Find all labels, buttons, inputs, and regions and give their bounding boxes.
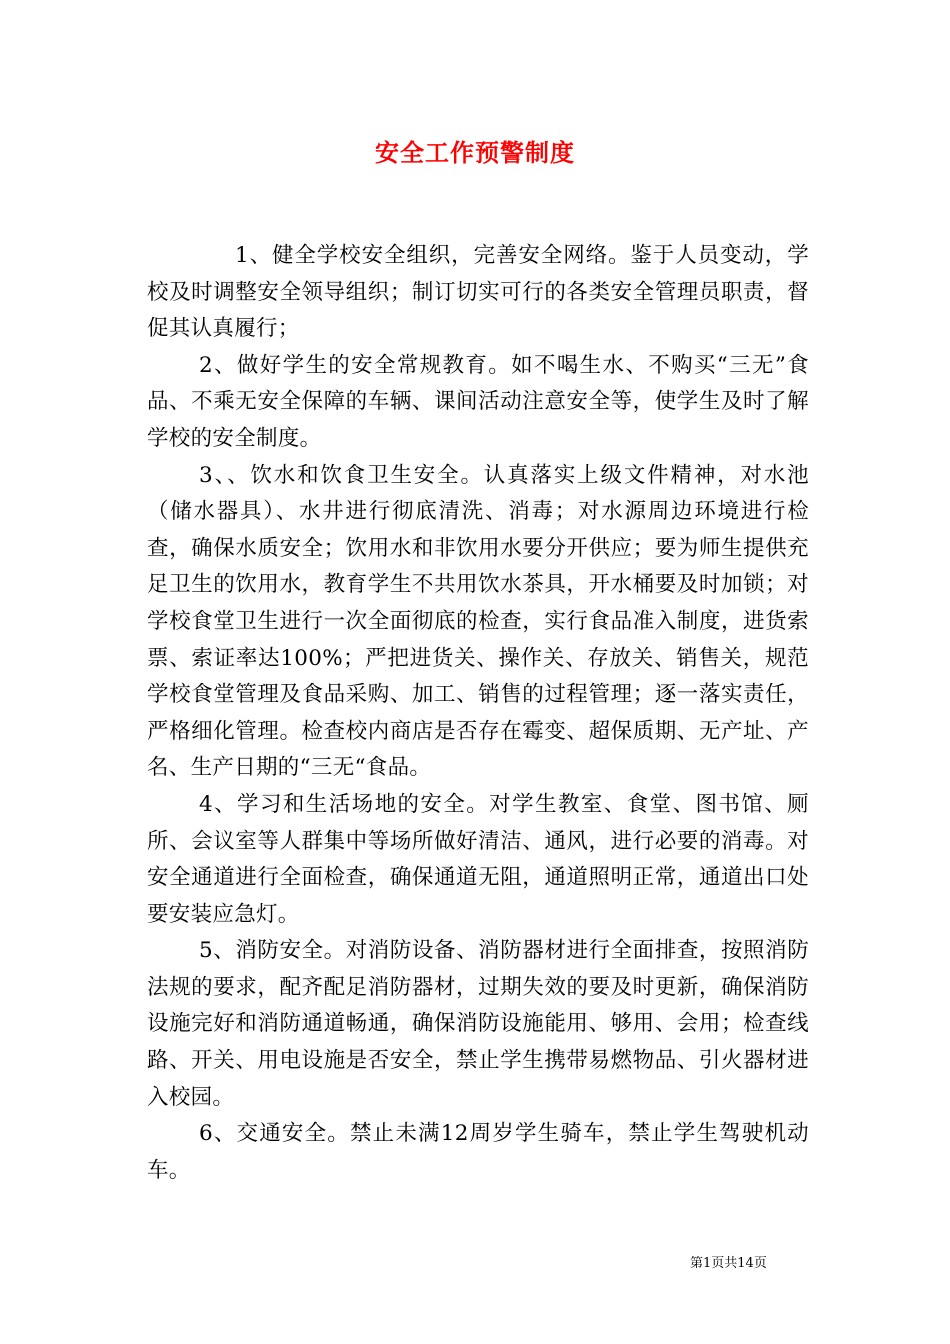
- paragraph-1: 1、健全学校安全组织，完善安全网络。鉴于人员变动，学校及时调整安全领导组织；制订切实可行的各类安全管理员职责，督促其认真履行；: [147, 243, 809, 342]
- page-number: 第1页共14页: [690, 1256, 767, 1271]
- paragraph-5: 5、消防安全。对消防设备、消防器材进行全面排查，按照消防法规的要求，配齐配足消防器材，过期失效的要及时更新，确保消防设施完好和消防通道畅通，确保消防设施能用、够用、会用；检查线路、开关、用电设施是否安全，禁止学生携带易燃物品、引火器材进入校园。: [147, 938, 809, 1110]
- document-title: 安全工作预警制度: [375, 138, 575, 167]
- paragraph-6: 6、交通安全。禁止未满12周岁学生骑车，禁止学生驾驶机动车。: [147, 1121, 809, 1183]
- paragraph-3: 3、、饮水和饮食卫生安全。认真落实上级文件精神，对水池（储水器具）、水井进行彻底清洗、消毒；对水源周边环境进行检查，确保水质安全；饮用水和非饮用水要分开供应；要为师生提供充足卫生的饮用水，教育学生不共用饮水茶具，开水桶要及时加锁；对学校食堂卫生进行一次全面彻底的检查，实行食品准入制度，进货索票、索证率达100%；严把进货关、操作关、存放关、销售关，规范学校食堂管理及食品采购、加工、销售的过程管理；逐一落实责任，严格细化管理。检查校内商店是否存在霉变、超保质期、无产址、产名、生产日期的“三无“食品。: [147, 462, 809, 781]
- document-body: [147, 238, 809, 1189]
- paragraph-4: 4、学习和生活场地的安全。对学生教室、食堂、图书馆、厕所、会议室等人群集中等场所做好清洁、通风，进行必要的消毒。对安全通道进行全面检查，确保通道无阻，通道照明正常，通道出口处要安装应急灯。: [147, 791, 809, 927]
- paragraph-2: 2、做好学生的安全常规教育。如不喝生水、不购买“三无”食品、不乘无安全保障的车辆、课间活动注意安全等，使学生及时了解学校的安全制度。: [147, 352, 809, 451]
